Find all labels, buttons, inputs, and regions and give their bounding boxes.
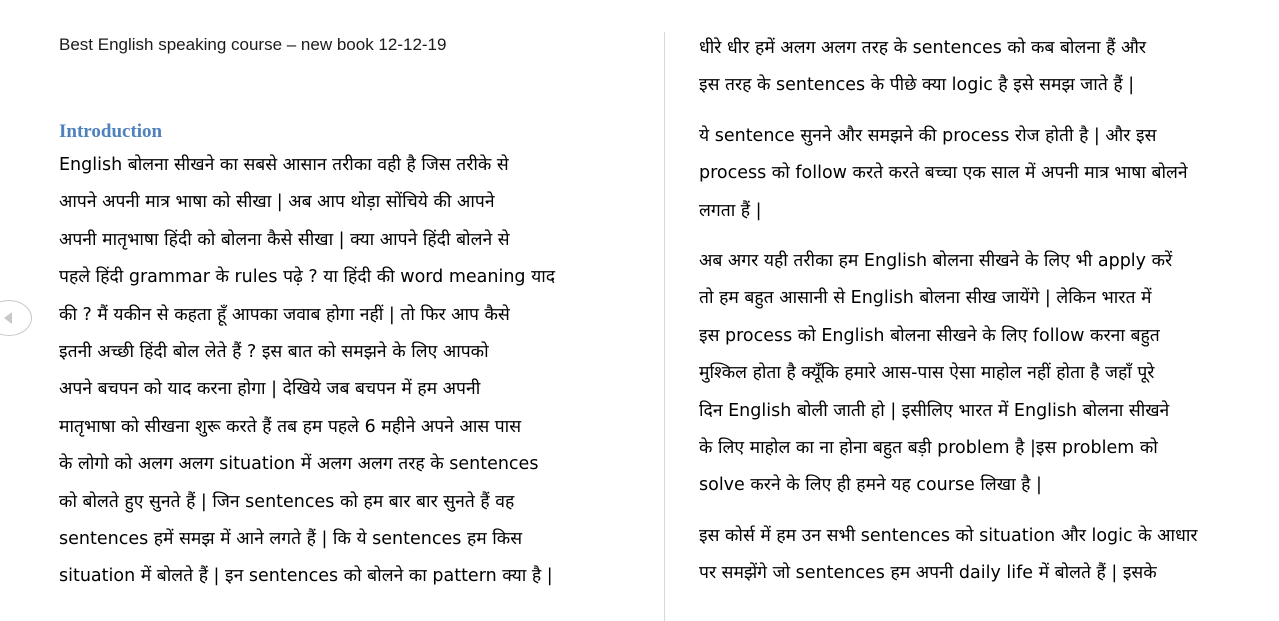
section-heading: Introduction: [59, 121, 163, 142]
paragraph-line: मुश्किल होता है क्यूँकि हमारे आस-पास ऐसा माहोल नहीं होता है जहाँ पूरे: [699, 363, 1155, 384]
paragraph-line: अब अगर यही तरीका हम English बोलना सीखने के लिए भी apply करें: [699, 251, 1173, 271]
paragraph-line: पर समझेंगे जो sentences हम अपनी daily life में बोलते हैं | इसके: [699, 563, 1157, 584]
paragraph-line: English बोलना सीखने का सबसे आसान तरीका वही है जिस तरीके से: [59, 155, 509, 175]
paragraph-line: इस process को English बोलना सीखने के लिए follow करना बहुत: [699, 325, 1160, 346]
paragraph-line: लगता हैं |: [699, 200, 762, 221]
paragraph-line: को बोलते हुए सुनते हैं | जिन sentences को हम बार बार सुनते हैं वह: [59, 491, 515, 512]
chevron-left-icon: [1, 310, 17, 326]
paragraph-line: की ? मैं यकीन से कहता हूँ आपका जवाब होगा नहीं | तो फिर आप कैसे: [59, 304, 510, 325]
paragraph-line: sentences हमें समझ में आने लगते हैं | कि ये sentences हम किस: [59, 528, 523, 549]
paragraph-line: solve करने के लिए ही हमने यह course लिखा है |: [699, 475, 1042, 496]
document-header: Best English speaking course – new book 12-12-19: [59, 35, 447, 54]
paragraph-line: के लिए माहोल का ना होना बहुत बड़ी problem है |इस problem को: [699, 437, 1158, 458]
previous-page-button[interactable]: [0, 300, 32, 336]
page-divider: [664, 32, 665, 621]
paragraph-line: process को follow करते करते बच्चा एक साल में अपनी मात्र भाषा बोलने: [699, 163, 1188, 184]
paragraph-line: अपनी मातृभाषा हिंदी को बोलना कैसे सीखा | क्या आपने हिंदी बोलने से: [59, 229, 510, 250]
paragraph: [699, 118, 1188, 230]
paragraph-line: situation में बोलते हैं | इन sentences को बोलने का pattern क्या है |: [59, 566, 553, 587]
paragraph: [699, 518, 1198, 593]
paragraph-line: आपने अपनी मात्र भाषा को सीखा | अब आप थोड़ा सोंचिये की आपने: [59, 192, 495, 213]
paragraph-line: इस कोर्स में हम उन सभी sentences को situation और logic के आधार: [699, 526, 1198, 546]
paragraph-line: पहले हिंदी grammar के rules पढ़े ? या हिंदी की word meaning याद: [59, 267, 556, 288]
paragraph: [699, 243, 1172, 505]
paragraph-line: धीरे धीर हमें अलग अलग तरह के sentences को कब बोलना हैं और: [699, 38, 1147, 58]
paragraph-line: तो हम बहुत आसानी से English बोलना सीख जायेंगे | लेकिन भारत में: [699, 288, 1152, 309]
paragraph-line: दिन English बोली जाती हो | इसीलिए भारत में English बोलना सीखने: [699, 400, 1170, 421]
intro-paragraph: [59, 147, 555, 596]
paragraph-line: इतनी अच्छी हिंदी बोल लेते हैं ? इस बात को समझने के लिए आपको: [59, 341, 489, 362]
paragraph-line: ये sentence सुनने और समझने की process रोज होती है | और इस: [699, 126, 1157, 146]
paragraph-line: मातृभाषा को सीखना शुरू करते हैं तब हम पहले 6 महीने अपने आस पास: [59, 416, 522, 437]
paragraph-line: अपने बचपन को याद करना होगा | देखिये जब बचपन में हम अपनी: [59, 379, 481, 400]
paragraph-line: के लोगो को अलग अलग situation में अलग अलग तरह के sentences: [59, 454, 539, 475]
paragraph-line: इस तरह के sentences के पीछे क्या logic है इसे समझ जाते हैं |: [699, 75, 1135, 96]
paragraph: [699, 30, 1146, 105]
